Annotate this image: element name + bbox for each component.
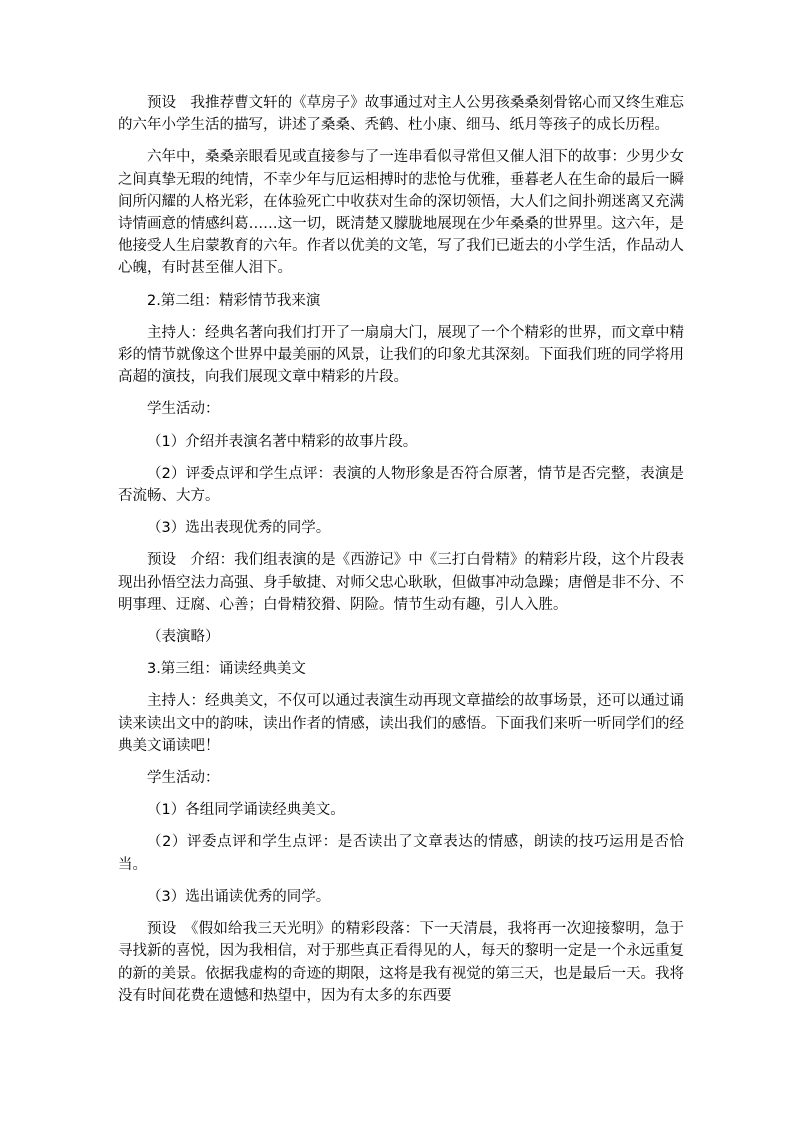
list-item-perform-3: （3）选出表现优秀的同学。 bbox=[147, 520, 331, 537]
section-heading-group-two: 2.第二组：精彩情节我来演 bbox=[147, 292, 321, 309]
list-item-perform-1: （1）介绍并表演名著中精彩的故事片段。 bbox=[147, 433, 418, 450]
note-performance-omitted: （表演略） bbox=[147, 629, 220, 646]
label-student-activity: 学生活动： bbox=[147, 401, 220, 418]
list-item-perform-2: （2）评委点评和学生点评：表演的人物形象是否符合原著，情节是否完整，表演是否流畅、大方。 bbox=[118, 465, 684, 505]
label-student-activity-2: 学生活动： bbox=[147, 770, 220, 787]
paragraph-preset-three-days: 预设 《假如给我三天光明》的精彩段落：下一天清晨，我将再一次迎接黎明，急于寻找新的喜悦，因为我相信，对于那些真正看得见的人，每天的黎明一定是一个永远重复的新的美景。依据我虚构的奇迹的期限，这将是我有视觉的第三天，也是最后一天。我将没有时间花费在遗憾和热望中，因为有太多的东西要 bbox=[118, 921, 684, 1004]
paragraph-host-group-three: 主持人：经典美文，不仅可以通过表演生动再现文章描绘的故事场景，还可以通过诵读来读出文中的韵味，读出作者的情感，读出我们的感悟。下面我们来听一听同学们的经典美文诵读吧！ bbox=[118, 693, 684, 754]
paragraph-preset-caowenxuan: 预设 我推荐曹文轩的《草房子》故事通过对主人公男孩桑桑刻骨铭心而又终生难忘的六年小学生活的描写，讲述了桑桑、秃鹤、杜小康、细马、纸月等孩子的成长历程。 bbox=[118, 95, 684, 134]
document-page bbox=[118, 92, 684, 1017]
paragraph-six-years: 六年中，桑桑亲眼看见或直接参与了一连串看似寻常但又催人泪下的故事：少男少女之间真挚无瑕的纯情，不幸少年与厄运相搏时的悲怆与优雅，垂暮老人在生命的最后一瞬间所闪耀的人格光彩，在体验死亡中收获对生命的深切领悟，大人们之间扑朔迷离又充满诗情画意的情感纠葛……这一切，既清楚又朦胧地展现在少年桑桑的世界里。这六年，是他接受人生启蒙教育的六年。作者以优美的文笔，写了我们已逝去的小学生活，作品动人心魄，有时甚至催人泪下。 bbox=[118, 149, 684, 277]
list-item-recite-2: （2）评委点评和学生点评：是否读出了文章表达的情感，朗读的技巧运用是否恰当。 bbox=[118, 834, 684, 873]
paragraph-preset-journey-west: 预设 介绍：我们组表演的是《西游记》中《三打白骨精》的精彩片段，这个片段表现出孙悟空法力高强、身手敏捷、对师父忠心耿耿，但做事冲动急躁；唐僧是非不分、不明事理、迂腐、心善；白骨精狡猾、阴险。情节生动有趣，引人入胜。 bbox=[118, 552, 684, 613]
list-item-recite-3: （3）选出诵读优秀的同学。 bbox=[147, 888, 331, 905]
list-item-recite-1: （1）各组同学诵读经典美文。 bbox=[147, 802, 345, 819]
paragraph-host-group-two: 主持人：经典名著向我们打开了一扇扇大门，展现了一个个精彩的世界，而文章中精彩的情节就像这个世界中最美丽的风景，让我们的印象尤其深刻。下面我们班的同学将用高超的演技，向我们展现文章中精彩的片段。 bbox=[118, 324, 684, 386]
section-heading-group-three: 3.第三组：诵读经典美文 bbox=[147, 661, 306, 678]
